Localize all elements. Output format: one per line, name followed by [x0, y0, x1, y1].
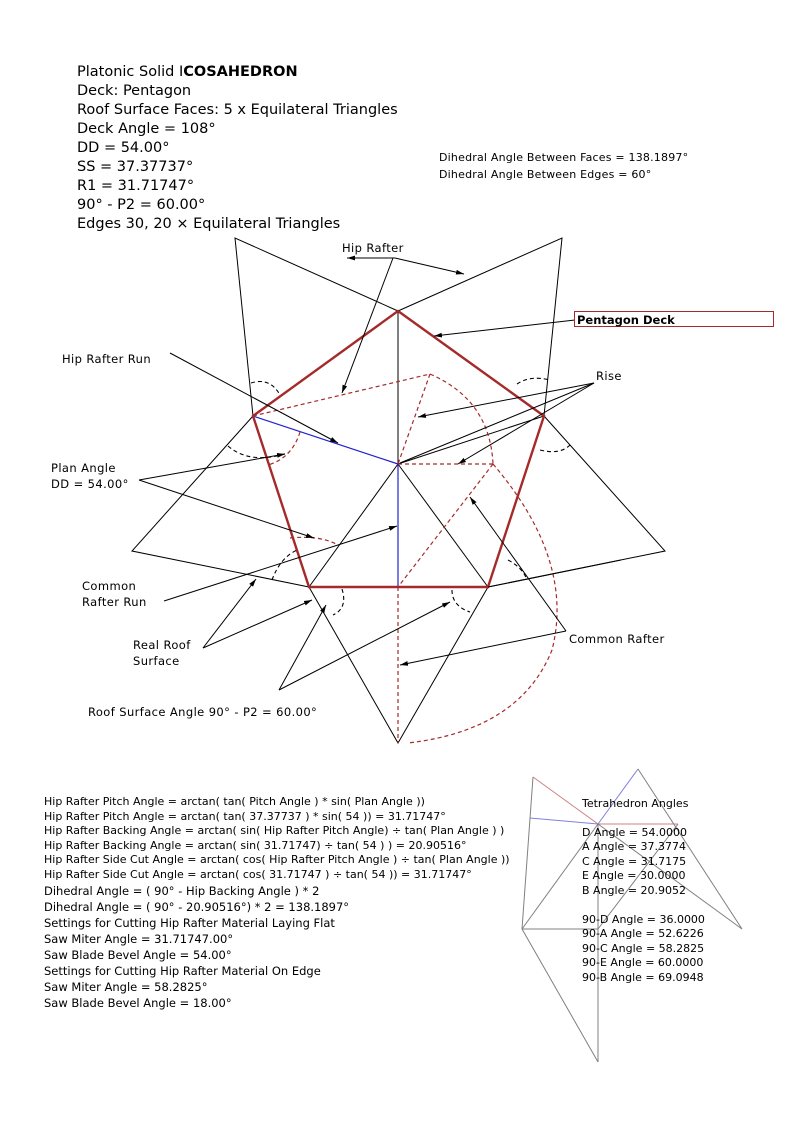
inner-spokes	[309, 311, 544, 587]
angle-line: D Angle = 54.0000	[582, 825, 687, 839]
dihedral-block	[439, 150, 688, 183]
formula-line: Hip Rafter Side Cut Angle = arctan( cos( Hip Rafter Pitch Angle ) ÷ tan( Plan Angle ))	[44, 853, 510, 867]
settings-line: Settings for Cutting Hip Rafter Material On Edge	[44, 963, 321, 978]
label-common-rafter-run: Common Rafter Run	[82, 579, 147, 609]
settings-line: Dihedral Angle = ( 90° - 20.90516°) * 2 = 138.1897°	[44, 899, 350, 914]
angle-line: E Angle = 30.0000	[582, 869, 686, 883]
settings-line: Settings for Cutting Hip Rafter Material Laying Flat	[44, 915, 335, 930]
p2-value: 90° - P2 = 60.00°	[77, 197, 206, 213]
label-roof-surface-angle: Roof Surface Angle 90° - P2 = 60.00°	[88, 705, 318, 719]
rafter-runs	[253, 416, 398, 587]
label-hip-rafter-run: Hip Rafter Run	[62, 352, 152, 366]
page-title: Platonic Solid ICOSAHEDRON	[77, 64, 298, 80]
complement-line: 90-D Angle = 36.0000	[582, 912, 705, 926]
angle-line: B Angle = 20.9052	[582, 883, 687, 897]
formula-line: Hip Rafter Side Cut Angle = arctan( cos( 31.71747 ) ÷ tan( 54 )) = 31.71747°	[44, 867, 472, 881]
dihedral-edges: Dihedral Angle Between Edges = 60°	[439, 167, 652, 181]
settings-line: Saw Blade Bevel Angle = 18.00°	[44, 995, 232, 1010]
tetrahedron-title: Tetrahedron Angles	[582, 797, 689, 810]
complement-line: 90-B Angle = 69.0948	[582, 970, 704, 984]
angle-line: C Angle = 31.7175	[582, 854, 687, 868]
formula-line: Hip Rafter Pitch Angle = arctan( tan( 37.37737 ) * sin( 54 )) = 31.71747°	[44, 809, 446, 823]
label-real-roof-surface: Real Roof Surface	[133, 638, 191, 668]
label-hip-rafter: Hip Rafter	[342, 241, 404, 255]
label-common-rafter: Common Rafter	[569, 632, 665, 646]
settings-line: Dihedral Angle = ( 90° - Hip Backing Angle ) * 2	[44, 883, 320, 898]
label-rise: Rise	[596, 369, 622, 383]
settings-line: Saw Miter Angle = 58.2825°	[44, 979, 208, 994]
tetrahedron-angles	[582, 797, 705, 986]
dd-value: DD = 54.00°	[77, 140, 170, 156]
r1-value: R1 = 31.71747°	[77, 178, 195, 194]
deck-type: Deck: Pentagon	[77, 83, 192, 99]
settings-line: Saw Miter Angle = 31.71747.00°	[44, 931, 234, 946]
ss-value: SS = 37.37737°	[77, 159, 194, 175]
header-block	[77, 63, 398, 234]
label-pentagon-deck: Pentagon Deck	[574, 311, 774, 327]
angle-line: A Angle = 37.3774	[582, 840, 687, 854]
complement-line: 90-E Angle = 60.0000	[582, 956, 704, 970]
complement-line: 90-A Angle = 52.6226	[582, 927, 704, 941]
formula-line: Hip Rafter Pitch Angle = arctan( tan( Pitch Angle ) * sin( Plan Angle ))	[44, 795, 425, 808]
formula-line: Hip Rafter Backing Angle = arctan( sin( Hip Rafter Pitch Angle) ÷ tan( Plan Angle ) )	[44, 824, 505, 838]
deck-angle: Deck Angle = 108°	[77, 121, 216, 137]
settings-block	[44, 883, 510, 1011]
roof-surface-faces: Roof Surface Faces: 5 x Equilateral Triangles	[77, 102, 398, 118]
formula-block	[44, 795, 510, 1011]
formula-line: Hip Rafter Backing Angle = arctan( sin( 31.71747) ÷ tan( 54 ) ) = 20.90516°	[44, 838, 467, 852]
complement-line: 90-C Angle = 58.2825	[582, 941, 705, 955]
dihedral-faces: Dihedral Angle Between Faces = 138.1897°	[439, 151, 689, 164]
settings-line: Saw Blade Bevel Angle = 54.00°	[44, 947, 232, 962]
edges-count: Edges 30, 20 × Equilateral Triangles	[77, 216, 341, 232]
label-plan-angle: Plan Angle DD = 54.00°	[51, 461, 129, 491]
